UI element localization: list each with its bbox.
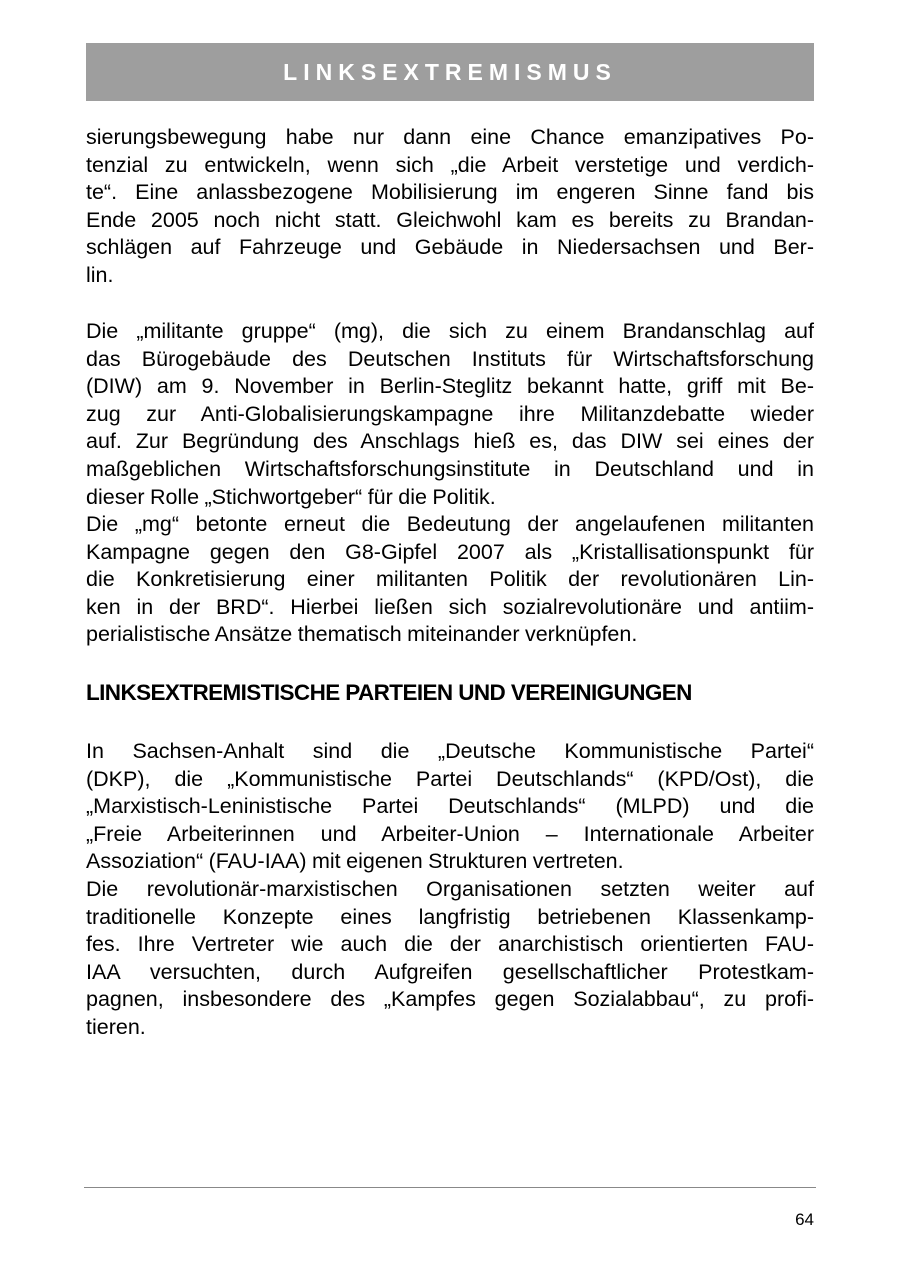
text-line: Die revolutionär-marxistischen Organisationen setzten weiter auf — [86, 877, 814, 901]
paragraph — [86, 738, 814, 876]
text-line: auf. Zur Begründung des Anschlags hieß es, das DIW sei eines der — [86, 429, 814, 454]
text-line: dieser Rolle „Stichwortgeber“ für die Politik. — [86, 484, 496, 509]
text-line: tieren. — [86, 1014, 146, 1039]
text-line: (DIW) am 9. November in Berlin-Steglitz bekannt hatte, griff mit Be- — [86, 374, 814, 399]
text-line: (DKP), die „Kommunistische Partei Deutschlands“ (KPD/Ost), die — [86, 766, 814, 791]
text-line: perialistische Ansätze thematisch miteinander verknüpfen. — [86, 622, 638, 647]
text-line: schlägen auf Fahrzeuge und Gebäude in Niedersachsen und Ber- — [86, 235, 814, 260]
text-line: Kampagne gegen den G8-Gipfel 2007 als „Kristallisationspunkt für — [86, 539, 814, 564]
paragraph — [86, 318, 814, 511]
text-line: „Marxistisch-Leninistische Partei Deutschlands“ (MLPD) und die — [86, 794, 814, 819]
text-line: ken in der BRD“. Hierbei ließen sich sozialrevolutionäre und antiim- — [86, 594, 814, 619]
text-line: IAA versuchten, durch Aufgreifen gesellschaftlicher Protestkam- — [86, 959, 814, 984]
text-line: sierungsbewegung habe nur dann eine Chance emanzipatives Po- — [86, 125, 814, 149]
paragraph — [86, 124, 814, 290]
page-number: 64 — [795, 1210, 814, 1229]
chapter-header — [86, 43, 814, 101]
text-line: „Freie Arbeiterinnen und Arbeiter-Union – Internationale Arbeiter — [86, 821, 814, 846]
section-heading: LINKSEXTREMISTISCHE PARTEIEN UND VEREINIGUNGEN — [86, 680, 692, 705]
text-line: zug zur Anti-Globalisierungskampagne ihre Militanzdebatte wieder — [86, 401, 814, 426]
text-line: fes. Ihre Vertreter wie auch die der anarchistisch orientierten FAU- — [86, 932, 814, 957]
text-line: pagnen, insbesondere des „Kampfes gegen Sozialabbau“, zu profi- — [86, 987, 814, 1012]
text-line: das Bürogebäude des Deutschen Instituts für Wirtschaftsforschung — [86, 346, 814, 371]
text-line: Die „militante gruppe“ (mg), die sich zu einem Brandanschlag auf — [86, 319, 814, 343]
text-line: tenzial zu entwickeln, wenn sich „die Arbeit verstetige und verdich- — [86, 152, 814, 177]
text-line: Assoziation“ (FAU-IAA) mit eigenen Strukturen vertreten. — [86, 849, 624, 874]
text-line: die Konkretisierung einer militanten Politik der revolutionären Lin- — [86, 567, 814, 592]
text-line: Die „mg“ betonte erneut die Bedeutung der angelaufenen militanten — [86, 512, 814, 536]
text-line: maßgeblichen Wirtschaftsforschungsinstitute in Deutschland und in — [86, 456, 814, 481]
text-line: In Sachsen-Anhalt sind die „Deutsche Kommunistische Partei“ — [86, 739, 814, 763]
paragraph — [86, 876, 814, 1042]
text-line: Ende 2005 noch nicht statt. Gleichwohl kam es bereits zu Brandan- — [86, 207, 814, 232]
chapter-title: LINKSEXTREMISMUS — [283, 58, 617, 85]
paragraph — [86, 511, 814, 649]
text-line: te“. Eine anlassbezogene Mobilisierung im engeren Sinne fand bis — [86, 180, 814, 205]
footer-rule — [84, 1187, 816, 1188]
text-line: lin. — [86, 262, 114, 287]
text-line: traditionelle Konzepte eines langfristig betriebenen Klassenkamp- — [86, 904, 814, 929]
